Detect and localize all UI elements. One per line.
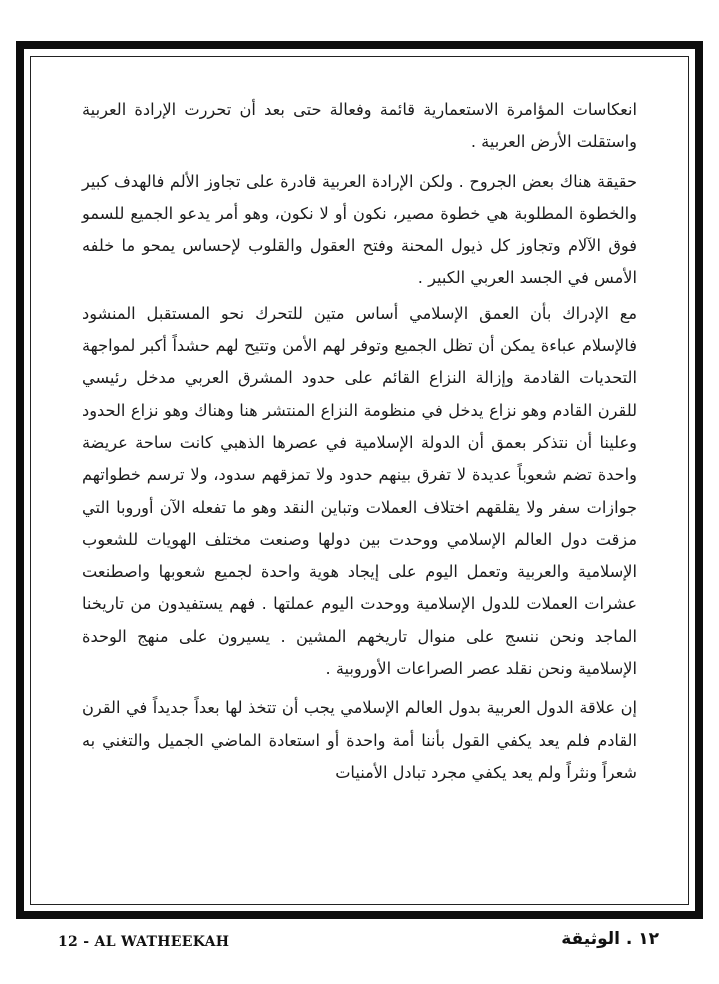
paragraph-1: انعكاسات المؤامرة الاستعمارية قائمة وفعالة حتى بعد أن تحررت الإرادة العربية واستقلت الأرض العربية .	[82, 100, 637, 152]
footer-page-label-arabic: ١٢ . الوثيقة	[561, 929, 659, 949]
article-body	[82, 94, 637, 789]
paragraph-3: مع الإدراك بأن العمق الإسلامي أساس متين للتحرك نحو المستقبل المنشود فالإسلام عباءة يمكن أن تظل الجميع وتوفر لهم الأمن وتتيح لهم حشداً أكبر لمواجهة التحديات القادمة وإزالة النزاع القائم على حدود المشرق العربي مدخل رئيسي للقرن القادم وهو نزاع يدخل في منظومة النزاع المنتشر هنا وهناك وهو نزاع الحدود وعلينا أن نتذكر بعمق أن الدولة الإسلامية في عصرها الذهبي كانت ساحة عريضة واحدة تضم شعوباً عديدة لا تفرق بينهم حدود ولا تمزقهم سدود، ولا ترسم خطواتهم جوازات سفر ولا يقلقهم اختلاف العملات وتباين النقد وهو ما تفعله الآن أوروبا التي مزقت دول العالم الإسلامي ووحدت بين دولها وصنعت مختلف الهويات للشعوب الإسلامية والعربية وتعمل اليوم على إيجاد هوية واحدة لجميع شعوبها واصطنعت عشرات العملات للدول الإسلامية ووحدت اليوم عملتها . فهم يستفيدون من تاريخنا الماجد ونحن ننسج على منوال تاريخهم المشين . يسيرون على منهج الوحدة الإسلامية ونحن نقلد عصر الصراعات الأوروبية .	[82, 303, 637, 679]
footer-page-label-latin: 12 - AL WATHEEKAH	[58, 934, 230, 950]
paragraph-4: إن علاقة الدول العربية بدول العالم الإسلامي يجب أن تتخذ لها بعداً جديداً في القرن القادم فلم يعد يكفي القول بأننا أمة واحدة أو استعادة الماضي الجميل والتغني به شعراً ونثراً ولم يعد يكفي مجرد تبادل الأمنيات	[82, 698, 637, 782]
paragraph-2: حقيقة هناك بعض الجروح . ولكن الإرادة العربية قادرة على تجاوز الألم فالهدف كبير والخطوة المطلوبة هي خطوة مصير، نكون أو لا نكون، وهو أمر يدعو الجميع للسمو فوق الآلام وتجاوز كل ذيول المحنة وفتح العقول والقلوب لإحساس يمحو ما خلفه الأمس في الجسد العربي الكبير .	[82, 171, 637, 288]
